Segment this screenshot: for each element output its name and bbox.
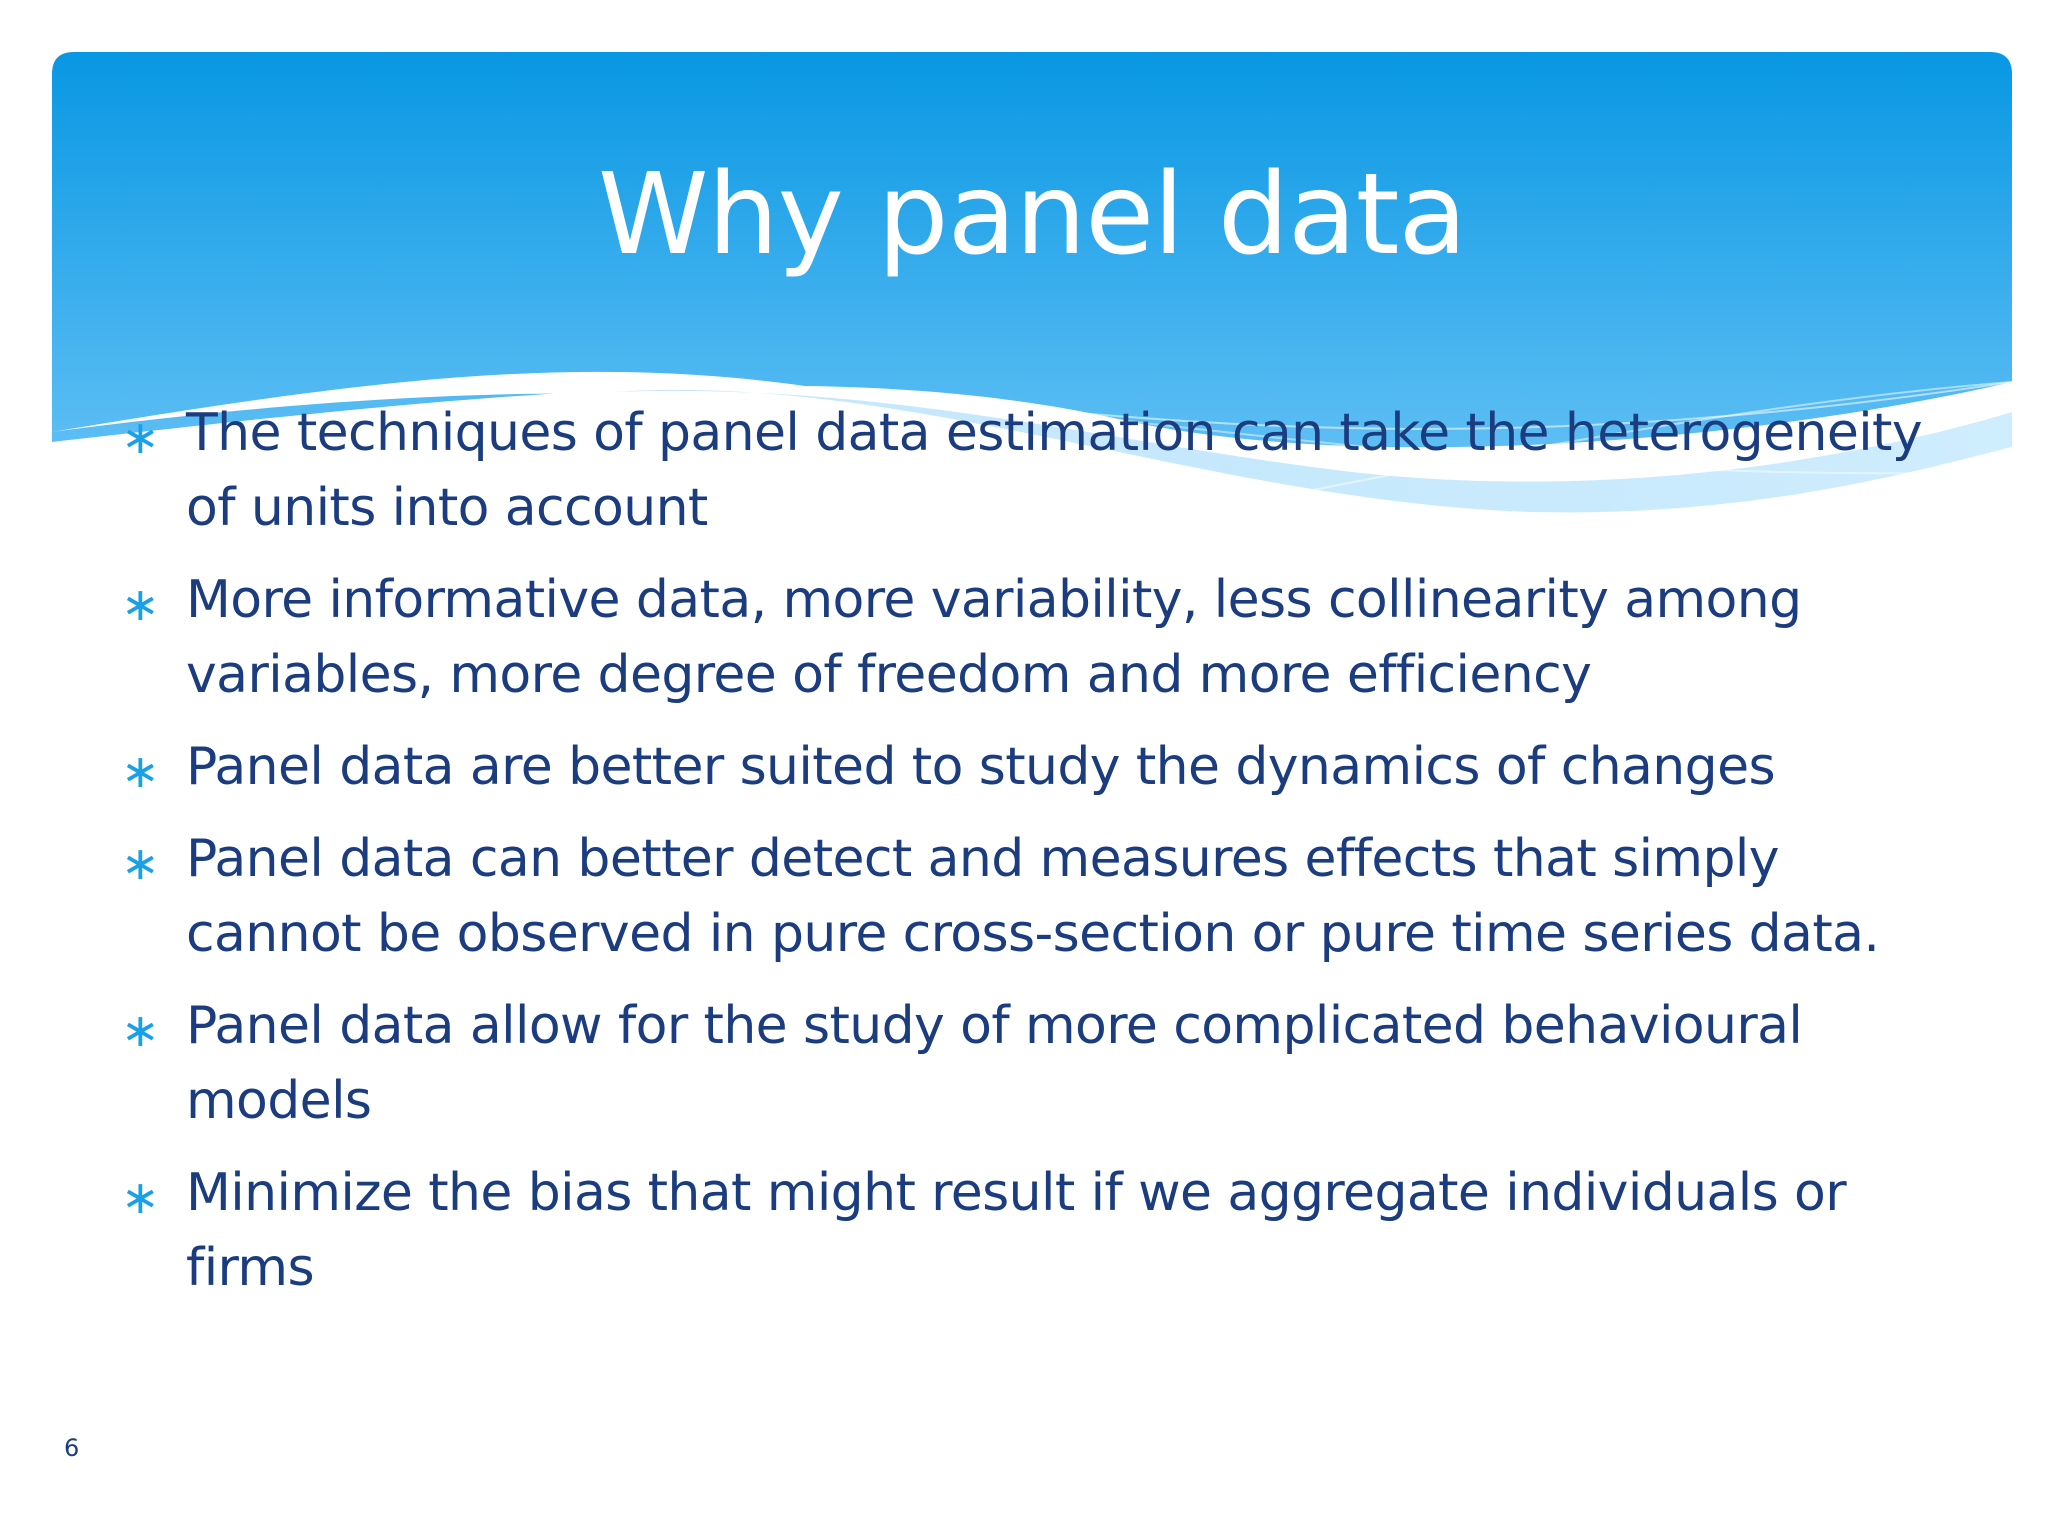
bullet-item — [120, 563, 1960, 713]
bullet-list — [120, 396, 1960, 1323]
asterisk-bullet-icon: ∗ — [121, 410, 159, 464]
asterisk-bullet-icon: ∗ — [121, 744, 159, 798]
bullet-item — [120, 396, 1960, 546]
asterisk-bullet-icon: ∗ — [121, 577, 159, 631]
asterisk-bullet-icon: ∗ — [121, 836, 159, 890]
bullet-item — [120, 1156, 1960, 1306]
bullet-item — [120, 730, 1960, 805]
bullet-text: Panel data are better suited to study the dynamics of changes — [186, 737, 1775, 797]
page-number: 6 — [64, 1434, 80, 1462]
slide-title: Why panel data — [597, 150, 1467, 280]
bullet-text: Panel data allow for the study of more complicated behavioural models — [186, 996, 1803, 1131]
bullet-item — [120, 989, 1960, 1139]
bullet-text: Minimize the bias that might result if we aggregate individuals or firms — [186, 1163, 1846, 1298]
asterisk-bullet-icon: ∗ — [121, 1003, 159, 1057]
bullet-text: Panel data can better detect and measures effects that simply cannot be observed in pure cross-section or pure time series data. — [186, 829, 1880, 964]
asterisk-bullet-icon: ∗ — [121, 1170, 159, 1224]
bullet-text: The techniques of panel data estimation can take the heterogeneity of units into account — [186, 403, 1923, 538]
bullet-item — [120, 822, 1960, 972]
bullet-text: More informative data, more variability, less collinearity among variables, more degree of freedom and more efficiency — [186, 570, 1802, 705]
